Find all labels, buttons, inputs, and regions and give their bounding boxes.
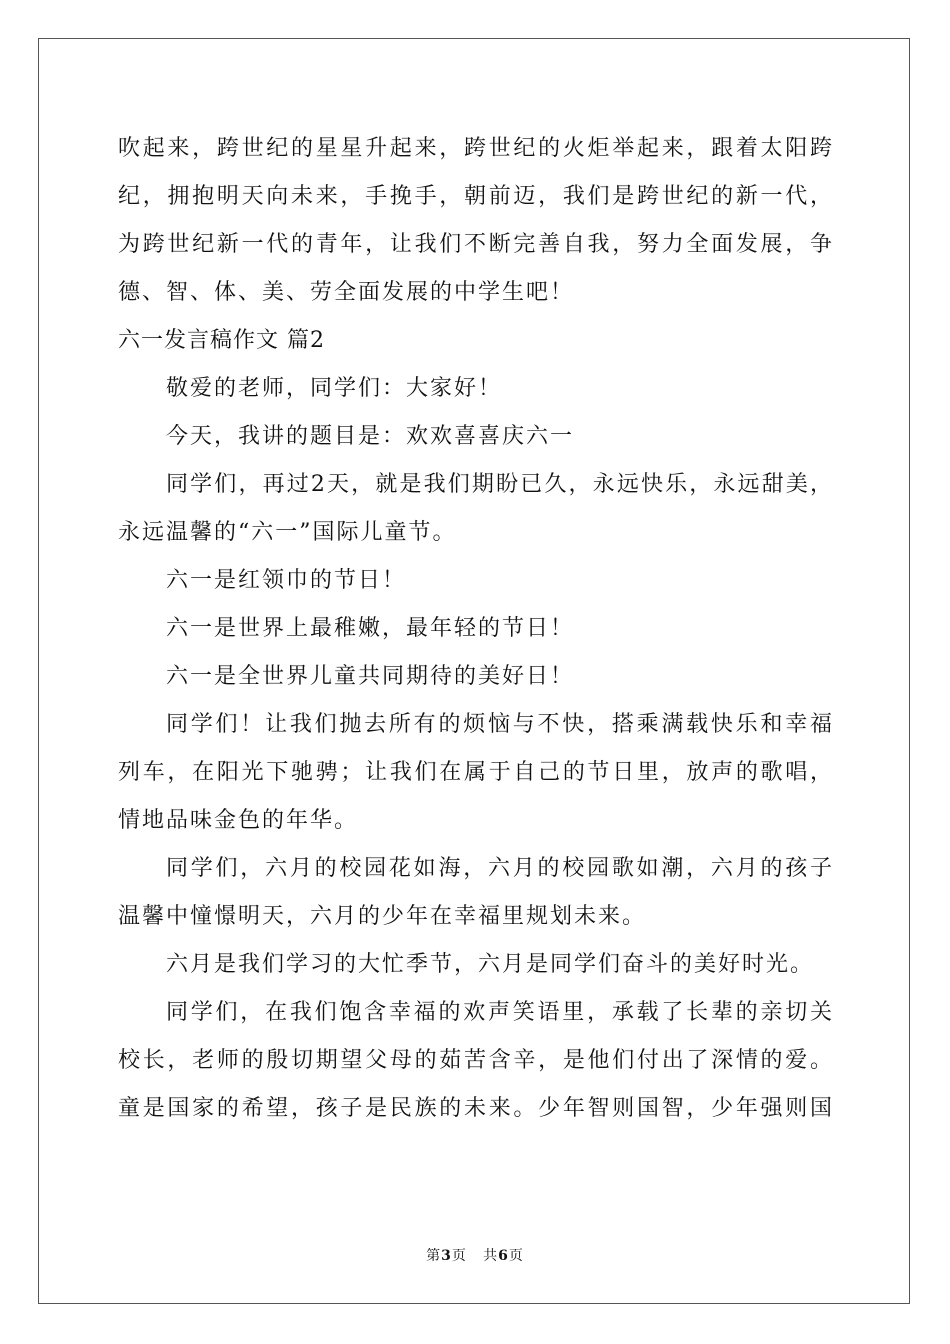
text-line: 同学们，六月的校园花如海，六月的校园歌如潮，六月的孩子 xyxy=(166,856,834,881)
text-line: 敬爱的老师，同学们：大家好！ xyxy=(166,376,503,401)
page-number: 3 xyxy=(441,1248,452,1264)
text-line: 六月是我们学习的大忙季节，六月是同学们奋斗的美好时光。 xyxy=(166,952,815,977)
text-line: 同学们，再过2天，就是我们期盼已久，永远快乐，永远甜美， xyxy=(166,472,834,497)
text-line: 情地品味金色的年华。 xyxy=(118,808,359,833)
text-line: 六一是世界上最稚嫩，最年轻的节日！ xyxy=(166,616,575,641)
text-line: 德、智、体、美、劳全面发展的中学生吧！ xyxy=(118,280,575,305)
text-line: 同学们！让我们抛去所有的烦恼与不快，搭乘满载快乐和幸福 xyxy=(166,712,834,737)
text-line: 校长，老师的殷切期望父母的茹苦含辛，是他们付出了深情的爱。 xyxy=(118,1048,834,1073)
total-prefix: 共 xyxy=(483,1248,499,1264)
total-number: 6 xyxy=(498,1248,509,1264)
text-line: 六一是红领巾的节日！ xyxy=(166,568,407,593)
text-line: 六一是全世界儿童共同期待的美好日！ xyxy=(166,664,575,689)
text-line: 为跨世纪新一代的青年，让我们不断完善自我，努力全面发展，争 xyxy=(118,232,834,257)
document-body xyxy=(118,125,834,1133)
text-line: 纪，拥抱明天向未来，手挽手，朝前迈，我们是跨世纪的新一代， xyxy=(118,184,834,209)
text-line: 今天，我讲的题目是：欢欢喜喜庆六一 xyxy=(166,424,575,449)
total-suffix: 页 xyxy=(508,1248,524,1264)
text-line: 童是国家的希望，孩子是民族的未来。少年智则国智，少年强则国 xyxy=(118,1096,834,1121)
page-prefix: 第 xyxy=(426,1248,442,1264)
section-heading: 六一发言稿作文 篇2 xyxy=(118,328,325,353)
text-line: 温馨中憧憬明天，六月的少年在幸福里规划未来。 xyxy=(118,904,647,929)
page-footer xyxy=(0,1245,950,1265)
text-line: 永远温馨的“六一”国际儿童节。 xyxy=(118,520,457,545)
text-line: 同学们，在我们饱含幸福的欢声笑语里，承载了长辈的亲切关 xyxy=(166,1000,834,1025)
text-line: 吹起来，跨世纪的星星升起来，跨世纪的火炬举起来，跟着太阳跨 xyxy=(118,136,834,161)
text-line: 列车，在阳光下驰骋；让我们在属于自己的节日里，放声的歌唱， xyxy=(118,760,834,785)
page-suffix: 页 xyxy=(451,1248,467,1264)
